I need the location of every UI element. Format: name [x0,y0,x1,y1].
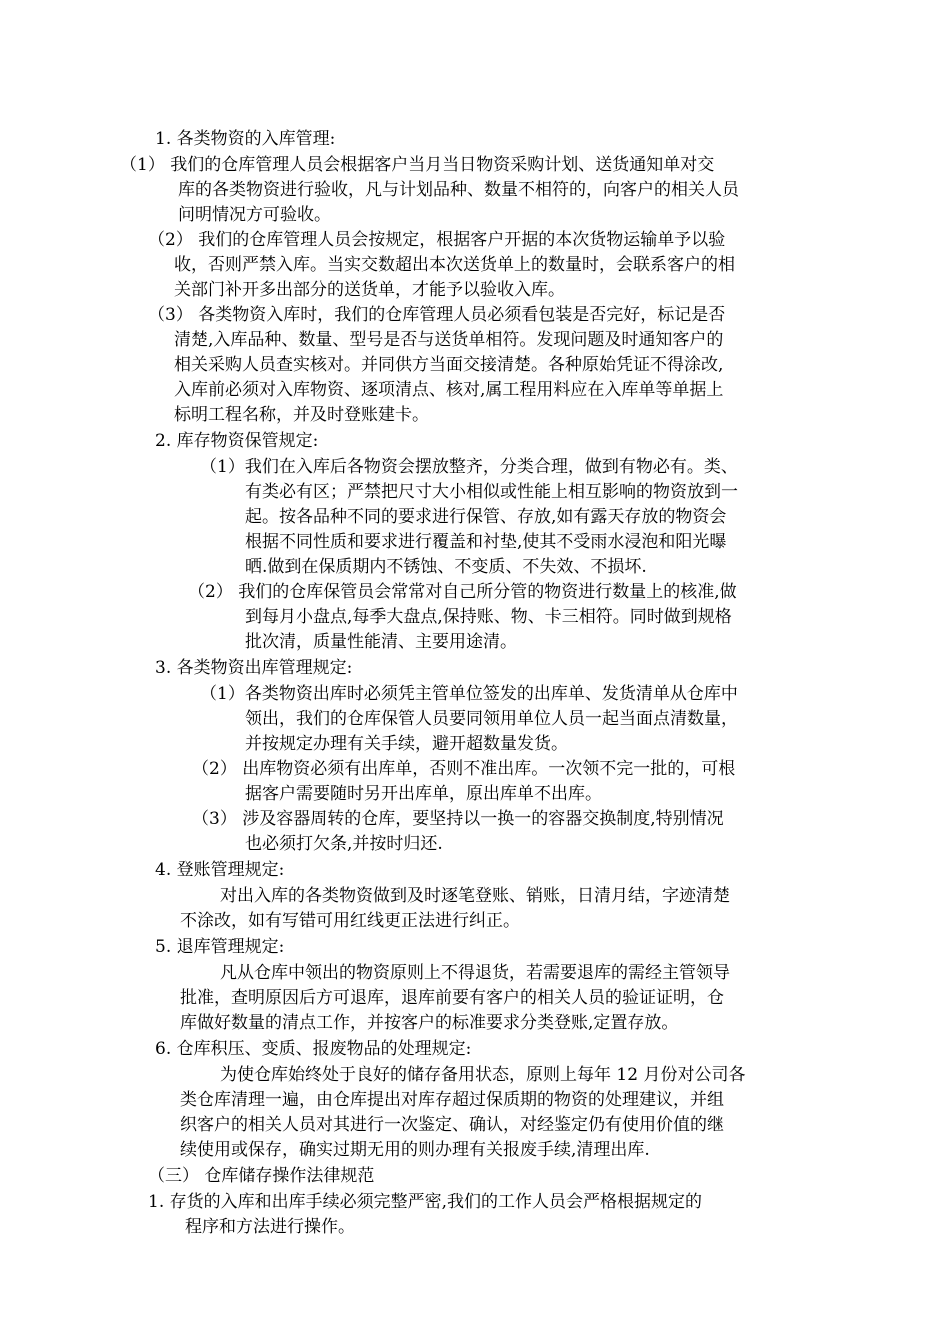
paragraph-line: 有类必有区；严禁把尺寸大小相似或性能上相互影响的物资放到一 [245,482,738,502]
paragraph-line: 1. 存货的入库和出库手续必须完整严密,我们的工作人员会严格根据规定的 [148,1192,703,1212]
paragraph-line: 晒.做到在保质期内不锈蚀、不变质、不失效、不损坏. [245,557,647,577]
paragraph-line: 凡从仓库中领出的物资原则上不得退货，若需要退库的需经主管领导 [220,963,730,983]
paragraph-line: 收，否则严禁入库。当实交数超出本次送货单上的数量时，会联系客户的相 [174,255,735,275]
section-heading: 3. 各类物资出库管理规定: [155,658,353,678]
paragraph-line: 批准，查明原因后方可退库，退库前要有客户的相关人员的验证证明，仓 [180,988,724,1008]
paragraph-line: 对出入库的各类物资做到及时逐笔登账、销账，日清月结，字迹清楚 [220,886,730,906]
paragraph-line: （3） 涉及容器周转的仓库，要坚持以一换一的容器交换制度,特别情况 [192,809,724,829]
paragraph-line: 批次清，质量性能清、主要用途清。 [245,632,517,652]
paragraph-line: 据客户需要随时另开出库单，原出库单不出库。 [245,784,602,804]
paragraph-line: 到每月小盘点,每季大盘点,保持账、物、卡三相符。同时做到规格 [245,607,732,627]
paragraph-line: 起。按各品种不同的要求进行保管、存放,如有露天存放的物资会 [245,507,727,527]
paragraph-line: （1） 我们的仓库管理人员会根据客户当月当日物资采购计划、送货通知单对交 [120,155,715,175]
paragraph-line: 也必须打欠条,并按时归还. [245,834,443,854]
section-heading: 5. 退库管理规定: [155,937,285,957]
paragraph-line: 续使用或保存，确实过期无用的则办理有关报废手续,清理出库. [180,1140,650,1160]
paragraph-line: 并按规定办理有关手续，避开超数量发货。 [245,734,568,754]
paragraph-line: （2） 我们的仓库保管员会常常对自己所分管的物资进行数量上的核准,做 [188,582,737,602]
paragraph-line: 程序和方法进行操作。 [185,1217,355,1237]
paragraph-line: 根据不同性质和要求进行覆盖和衬垫,使其不受雨水浸泡和阳光曝 [245,532,727,552]
paragraph-line: 织客户的相关人员对其进行一次鉴定、确认，对经鉴定仍有使用价值的继 [180,1115,724,1135]
paragraph-line: 不涂改，如有写错可用红线更正法进行纠正。 [180,911,520,931]
paragraph-line: 领出，我们的仓库保管人员要同领用单位人员一起当面点清数量， [245,709,738,729]
paragraph-line: 库做好数量的清点工作，并按客户的标准要求分类登账,定置存放。 [180,1013,679,1033]
paragraph-line: （2） 我们的仓库管理人员会按规定，根据客户开据的本次货物运输单予以验 [148,230,726,250]
paragraph-line: （1）各类物资出库时必须凭主管单位签发的出库单、发货清单从仓库中 [200,684,738,704]
paragraph-line: 入库前必须对入库物资、逐项清点、核对,属工程用料应在入库单等单据上 [174,380,724,400]
section-heading: 6. 仓库积压、变质、报废物品的处理规定: [155,1039,472,1059]
paragraph-line: 标明工程名称，并及时登账建卡。 [174,405,429,425]
paragraph-line: （3） 各类物资入库时，我们的仓库管理人员必须看包装是否完好，标记是否 [148,305,726,325]
paragraph-line: 为使仓库始终处于良好的储存备用状态，原则上每年 12 月份对公司各 [220,1065,746,1085]
paragraph-line: 关部门补开多出部分的送货单，才能予以验收入库。 [174,280,565,300]
paragraph-line: 清楚,入库品种、数量、型号是否与送货单相符。发现问题及时通知客户的 [174,330,724,350]
paragraph-line: （2） 出库物资必须有出库单，否则不准出库。一次领不完一批的，可根 [192,759,736,779]
section-heading: （三） 仓库储存操作法律规范 [148,1166,375,1186]
paragraph-line: 问明情况方可验收。 [178,205,331,225]
section-heading: 2. 库存物资保管规定: [155,431,319,451]
section-heading: 1. 各类物资的入库管理: [155,129,336,149]
section-heading: 4. 登账管理规定: [155,860,285,880]
paragraph-line: 类仓库清理一遍，由仓库提出对库存超过保质期的物资的处理建议，并组 [180,1090,724,1110]
paragraph-line: 库的各类物资进行验收，凡与计划品种、数量不相符的，向客户的相关人员 [178,180,739,200]
paragraph-line: （1）我们在入库后各物资会摆放整齐，分类合理，做到有物必有。类、 [200,457,738,477]
paragraph-line: 相关采购人员查实核对。并同供方当面交接清楚。各种原始凭证不得涂改, [174,355,724,375]
